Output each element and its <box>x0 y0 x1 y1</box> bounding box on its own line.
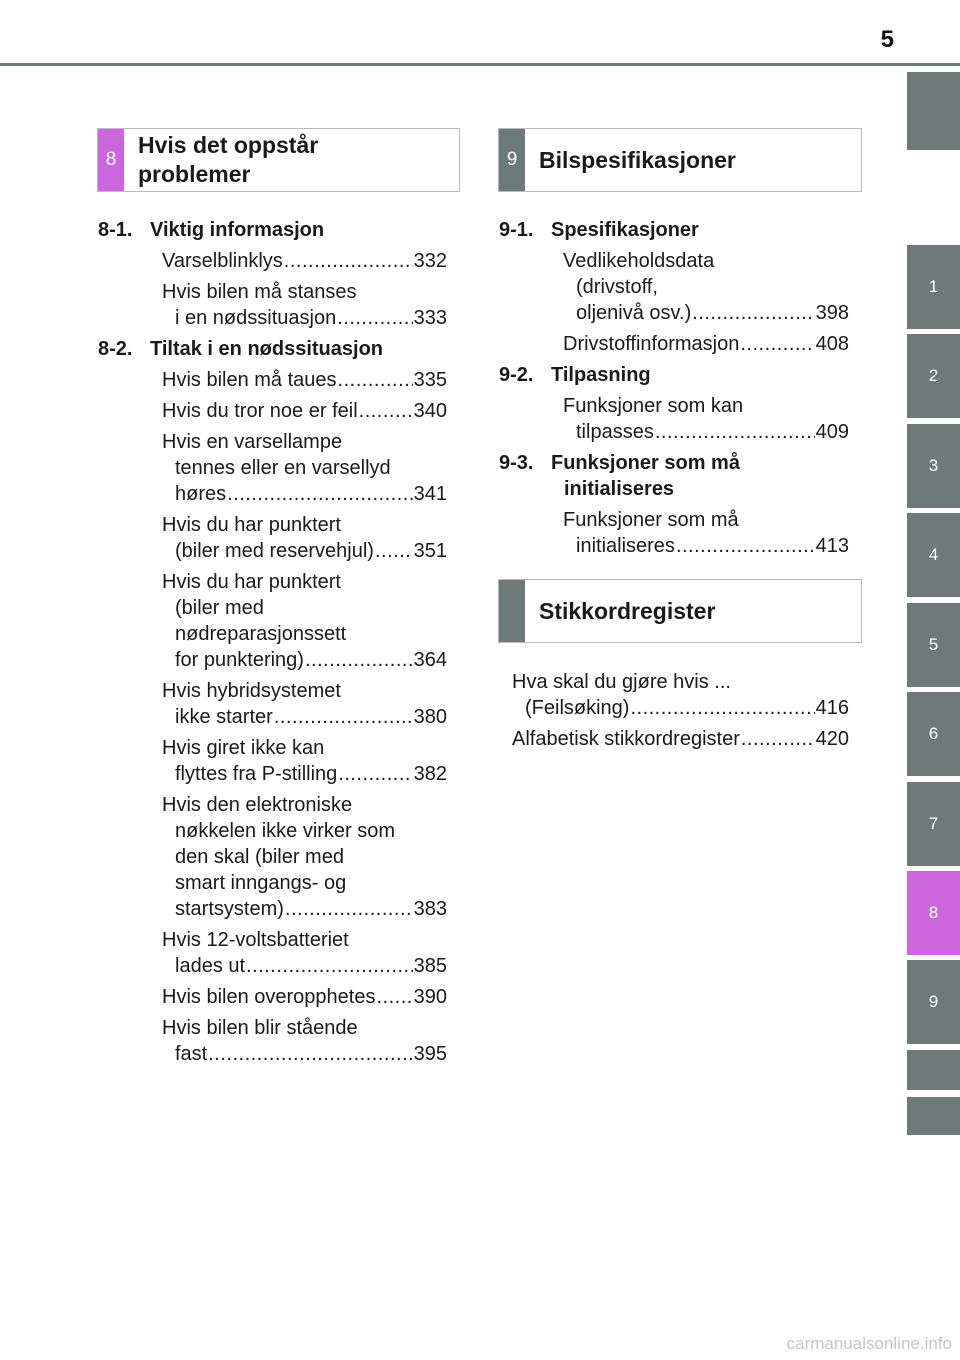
section-8-header <box>97 128 460 192</box>
dot-leader <box>227 481 413 507</box>
dot-leader <box>246 953 413 979</box>
entry-text-line: Varselblinklys <box>162 250 283 272</box>
tab-label: 1 <box>928 277 939 296</box>
section-title: Stikkordregister <box>539 597 716 624</box>
toc-entry[interactable] <box>499 507 849 559</box>
chapter-heading[interactable] <box>98 336 447 362</box>
page-ref: 351 <box>413 540 447 562</box>
toc-entry[interactable] <box>98 398 447 424</box>
chapter-title: Spesifikasjoner <box>551 219 699 241</box>
chapter-number: 9-1. <box>499 219 534 241</box>
page-number: 5 <box>880 26 894 53</box>
dot-leader <box>741 726 815 752</box>
entry-text-line: ikke starter <box>175 706 273 728</box>
page-ref: 380 <box>413 706 447 728</box>
section-number-badge: 8 <box>98 129 124 191</box>
chapter-tab-9[interactable] <box>907 960 960 1044</box>
header-rule <box>0 63 960 66</box>
toc-entry[interactable] <box>499 331 849 357</box>
toc-entry[interactable] <box>98 512 447 564</box>
toc-entry[interactable] <box>98 367 447 393</box>
page-ref: 398 <box>815 302 849 324</box>
dot-leader <box>376 984 412 1010</box>
chapter-title: Tiltak i en nødssituasjon <box>150 338 384 360</box>
entry-text-line: lades ut <box>175 955 246 977</box>
chapter-number: 9-3. <box>499 452 534 474</box>
chapter-tab-1[interactable] <box>907 245 960 329</box>
dot-leader <box>274 704 413 730</box>
page-ref: 395 <box>413 1043 447 1065</box>
dot-leader <box>676 533 815 559</box>
entry-text-line: for punktering) <box>175 649 304 671</box>
tab-label: 8 <box>928 903 939 922</box>
entry-text-line: Hvis bilen må taues <box>162 369 337 391</box>
toc-entry[interactable] <box>499 248 849 326</box>
toc-section-9 <box>499 217 849 564</box>
toc-entry[interactable] <box>98 678 447 730</box>
page-ref: 416 <box>815 697 849 719</box>
section-number-badge: 9 <box>499 129 525 191</box>
chapter-title: Viktig informasjon <box>150 219 325 241</box>
entry-text-line: den skal (biler med <box>175 846 344 868</box>
toc-section-8 <box>98 217 447 1072</box>
chapter-tab-blank[interactable] <box>907 1097 960 1135</box>
entry-text-line: (drivstoff, <box>576 276 658 298</box>
dot-leader <box>740 331 814 357</box>
tab-label: 9 <box>928 992 939 1011</box>
toc-entry[interactable] <box>98 792 447 922</box>
entry-text-line: Vedlikeholdsdata <box>563 250 715 272</box>
chapter-tab-5[interactable] <box>907 603 960 687</box>
entry-text-line: tennes eller en varsellyd <box>175 457 391 479</box>
toc-entry[interactable] <box>98 927 447 979</box>
toc-entry[interactable] <box>499 726 849 752</box>
dot-leader <box>337 305 412 331</box>
tab-label: 4 <box>928 545 939 564</box>
page-ref: 340 <box>413 400 447 422</box>
page-ref: 332 <box>413 250 447 272</box>
chapter-tab-2[interactable] <box>907 334 960 418</box>
entry-text-line: Hvis bilen må stanses <box>162 281 357 303</box>
chapter-title: Funksjoner som må <box>551 452 740 474</box>
dot-leader <box>208 1041 412 1067</box>
chapter-number: 9-2. <box>499 364 534 386</box>
dot-leader <box>655 419 815 445</box>
tab-label: 2 <box>928 366 939 385</box>
dot-leader <box>375 538 413 564</box>
chapter-number: 8-2. <box>98 338 133 360</box>
dot-leader <box>305 647 413 673</box>
page-ref: 382 <box>413 763 447 785</box>
toc-entry[interactable] <box>98 984 447 1010</box>
entry-text-line: initialiseres <box>576 535 675 557</box>
section-title: Hvis det oppstår problemer <box>138 132 319 187</box>
entry-text-line: Hvis du har punktert <box>162 571 341 593</box>
chapter-heading[interactable] <box>499 217 849 243</box>
entry-text-line: Hvis du tror noe er feil <box>162 400 358 422</box>
toc-entry[interactable] <box>499 669 849 721</box>
dot-leader <box>338 761 412 787</box>
chapter-number: 8-1. <box>98 219 133 241</box>
entry-text-line: Hvis en varsellampe <box>162 431 343 453</box>
page-ref: 385 <box>413 955 447 977</box>
entry-text-line: høres <box>175 483 227 505</box>
chapter-heading[interactable] <box>499 362 849 388</box>
chapter-tab-7[interactable] <box>907 782 960 866</box>
toc-entry[interactable] <box>98 569 447 673</box>
watermark: carmanualsonline.info <box>786 1334 952 1353</box>
section-title: Bilspesifikasjoner <box>539 146 736 173</box>
page-ref: 333 <box>413 307 447 329</box>
chapter-tab-3[interactable] <box>907 424 960 508</box>
entry-text-line: tilpasses <box>576 421 654 443</box>
dot-leader <box>630 695 814 721</box>
page-ref: 335 <box>413 369 447 391</box>
page-ref: 408 <box>815 333 849 355</box>
entry-text-line: Hva skal du gjøre hvis ... <box>512 671 731 693</box>
tab-label: 5 <box>928 635 939 654</box>
section-9-header <box>498 128 862 192</box>
tab-label: 3 <box>928 456 939 475</box>
toc-entry[interactable] <box>98 429 447 507</box>
page-ref: 420 <box>815 728 849 750</box>
page-ref: 409 <box>815 421 849 443</box>
chapter-tab-6[interactable] <box>907 692 960 776</box>
entry-text-line: Hvis 12-voltsbatteriet <box>162 929 349 951</box>
entry-text-line: Alfabetisk stikkordregister <box>512 728 740 750</box>
dot-leader <box>359 398 413 424</box>
entry-text-line: i en nødssituasjon <box>175 307 337 329</box>
entry-text-line: Funksjoner som kan <box>563 395 744 417</box>
section-color-bar <box>499 580 525 642</box>
dot-leader <box>285 896 413 922</box>
tab-label: 7 <box>928 814 939 833</box>
index-section-header <box>498 579 862 643</box>
dot-leader <box>284 248 413 274</box>
entry-text-line: nødreparasjonssett <box>175 623 347 645</box>
chapter-tab-8[interactable] <box>907 871 960 955</box>
chapter-title: Tilpasning <box>551 364 651 386</box>
entry-text-line: oljenivå osv.) <box>576 302 692 324</box>
entry-text-line: fast <box>175 1043 208 1065</box>
entry-text-line: (biler med <box>175 597 264 619</box>
toc-entry[interactable] <box>98 248 447 274</box>
entry-text-line: startsystem) <box>175 898 284 920</box>
chapter-heading[interactable] <box>499 450 849 502</box>
chapter-heading[interactable] <box>98 217 447 243</box>
entry-text-line: (biler med reservehjul) <box>175 540 374 562</box>
entry-text-line: Hvis giret ikke kan <box>162 737 325 759</box>
entry-text-line: Drivstoffinformasjon <box>563 333 740 355</box>
entry-text-line: nøkkelen ikke virker som <box>175 820 396 842</box>
dot-leader <box>338 367 413 393</box>
toc-entry[interactable] <box>98 735 447 787</box>
entry-text-line: Hvis bilen overopphetes <box>162 986 376 1008</box>
tab-label: 6 <box>928 724 939 743</box>
entry-text-line: Hvis du har punktert <box>162 514 341 536</box>
page-ref: 383 <box>413 898 447 920</box>
page-ref: 364 <box>413 649 447 671</box>
chapter-tab-4[interactable] <box>907 513 960 597</box>
toc-entry[interactable] <box>499 393 849 445</box>
entry-text-line: Hvis bilen blir stående <box>162 1017 358 1039</box>
chapter-tab-blank[interactable] <box>907 72 960 150</box>
entry-text-line: (Feilsøking) <box>525 697 630 719</box>
page-ref: 341 <box>413 483 447 505</box>
toc-index <box>499 669 849 757</box>
entry-text-line: Hvis den elektroniske <box>162 794 353 816</box>
toc-entry[interactable] <box>98 1015 447 1067</box>
entry-text-line: Hvis hybridsystemet <box>162 680 341 702</box>
entry-text-line: flyttes fra P-stilling <box>175 763 338 785</box>
chapter-tab-blank[interactable] <box>907 1050 960 1090</box>
toc-entry[interactable] <box>98 279 447 331</box>
page-ref: 413 <box>815 535 849 557</box>
entry-text-line: Funksjoner som må <box>563 509 739 531</box>
chapter-title: initialiseres <box>564 478 675 500</box>
entry-text-line: smart inngangs- og <box>175 872 347 894</box>
page-ref: 390 <box>413 986 447 1008</box>
dot-leader <box>692 300 814 326</box>
